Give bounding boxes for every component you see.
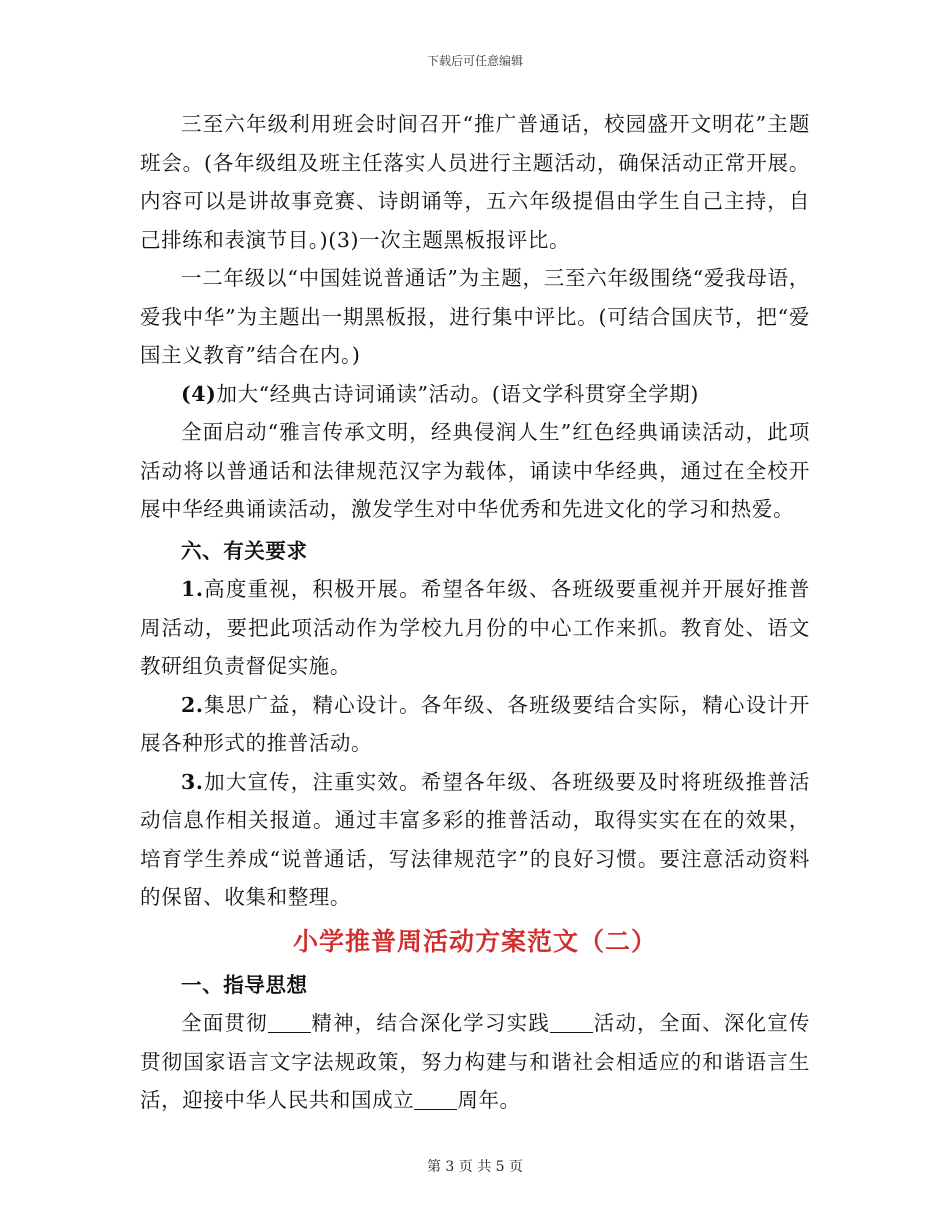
item-number: 2. xyxy=(181,692,204,717)
item-text: 集思广益，精心设计。各年级、各班级要结合实际，精心设计开展各种形式的推普活动。 xyxy=(140,692,810,755)
item-number: (4) xyxy=(181,381,217,406)
fill-blank xyxy=(268,1012,311,1034)
requirement-2 xyxy=(140,686,810,763)
text-segment: 精神，结合深化学习实践 xyxy=(310,1011,551,1035)
requirement-3 xyxy=(140,763,810,917)
section-heading-guiding-thought: 一、指导思想 xyxy=(181,972,308,997)
text-segment: 周年。 xyxy=(457,1088,521,1112)
fill-blank xyxy=(550,1012,593,1034)
item-text: 加大宣传，注重实效。希望各年级、各班级要及时将班级推普活动信息作相关报道。通过丰富多彩的推普活动，取得实实在在的效果，培育学生养成“说普通话，写法律规范字”的良好习惯。要注意活动资料的保留、收集和整理。 xyxy=(140,769,810,909)
fill-blank xyxy=(414,1089,457,1111)
item-number: 3. xyxy=(181,769,204,794)
requirement-1 xyxy=(140,570,810,686)
paragraph-classic-reading: 全面启动“雅言传承文明，经典侵润人生”红色经典诵读活动，此项活动将以普通话和法律规范汉字为载体，诵读中华经典，通过在全校开展中华经典诵读活动，激发学生对中华优秀和先进文化的学习和热爱。 xyxy=(140,420,810,521)
text-segment: 全面贯彻 xyxy=(181,1011,268,1035)
item-number: 1. xyxy=(181,577,204,601)
paragraph-class-meeting: 三至六年级利用班会时间召开“推广普通话，校园盛开文明花”主题班会。(各年级组及班主任落实人员进行主题活动，确保活动正常开展。内容可以是讲故事竞赛、诗朗诵等，五六年级提倡由学生自己主持，自己排练和表演节目。)(3)一次主题黑板报评比。 xyxy=(140,112,810,252)
paragraph-guiding-thought xyxy=(140,1004,810,1120)
document-body xyxy=(140,105,810,1120)
page-footer: 第 3 页 共 5 页 xyxy=(426,1159,524,1175)
section-heading-requirements: 六、有关要求 xyxy=(181,538,308,563)
document-title-2: 小学推普周活动方案范文（二） xyxy=(292,926,657,956)
paragraph-classic-poetry xyxy=(140,375,810,414)
text-segment: 活动，全面、深化宣传贯彻国家语言文字法规政策，努力构建与和谐社会相适应的和谐语言生活，迎接中华人民共和国成立 xyxy=(140,1011,810,1112)
item-text: 加大“经典古诗词诵读”活动。(语文学科贯穿全学期) xyxy=(216,381,699,406)
item-text: 高度重视，积极开展。希望各年级、各班级要重视并开展好推普周活动，要把此项活动作为学校九月份的中心工作来抓。教育处、语文教研组负责督促实施。 xyxy=(140,577,810,678)
paragraph-blackboard: 一二年级以“中国娃说普通话”为主题，三至六年级围绕“爱我母语，爱我中华”为主题出一期黑板报，进行集中评比。(可结合国庆节，把“爱国主义教育”结合在内。) xyxy=(140,266,810,367)
page-header: 下载后可任意编辑 xyxy=(426,54,523,68)
